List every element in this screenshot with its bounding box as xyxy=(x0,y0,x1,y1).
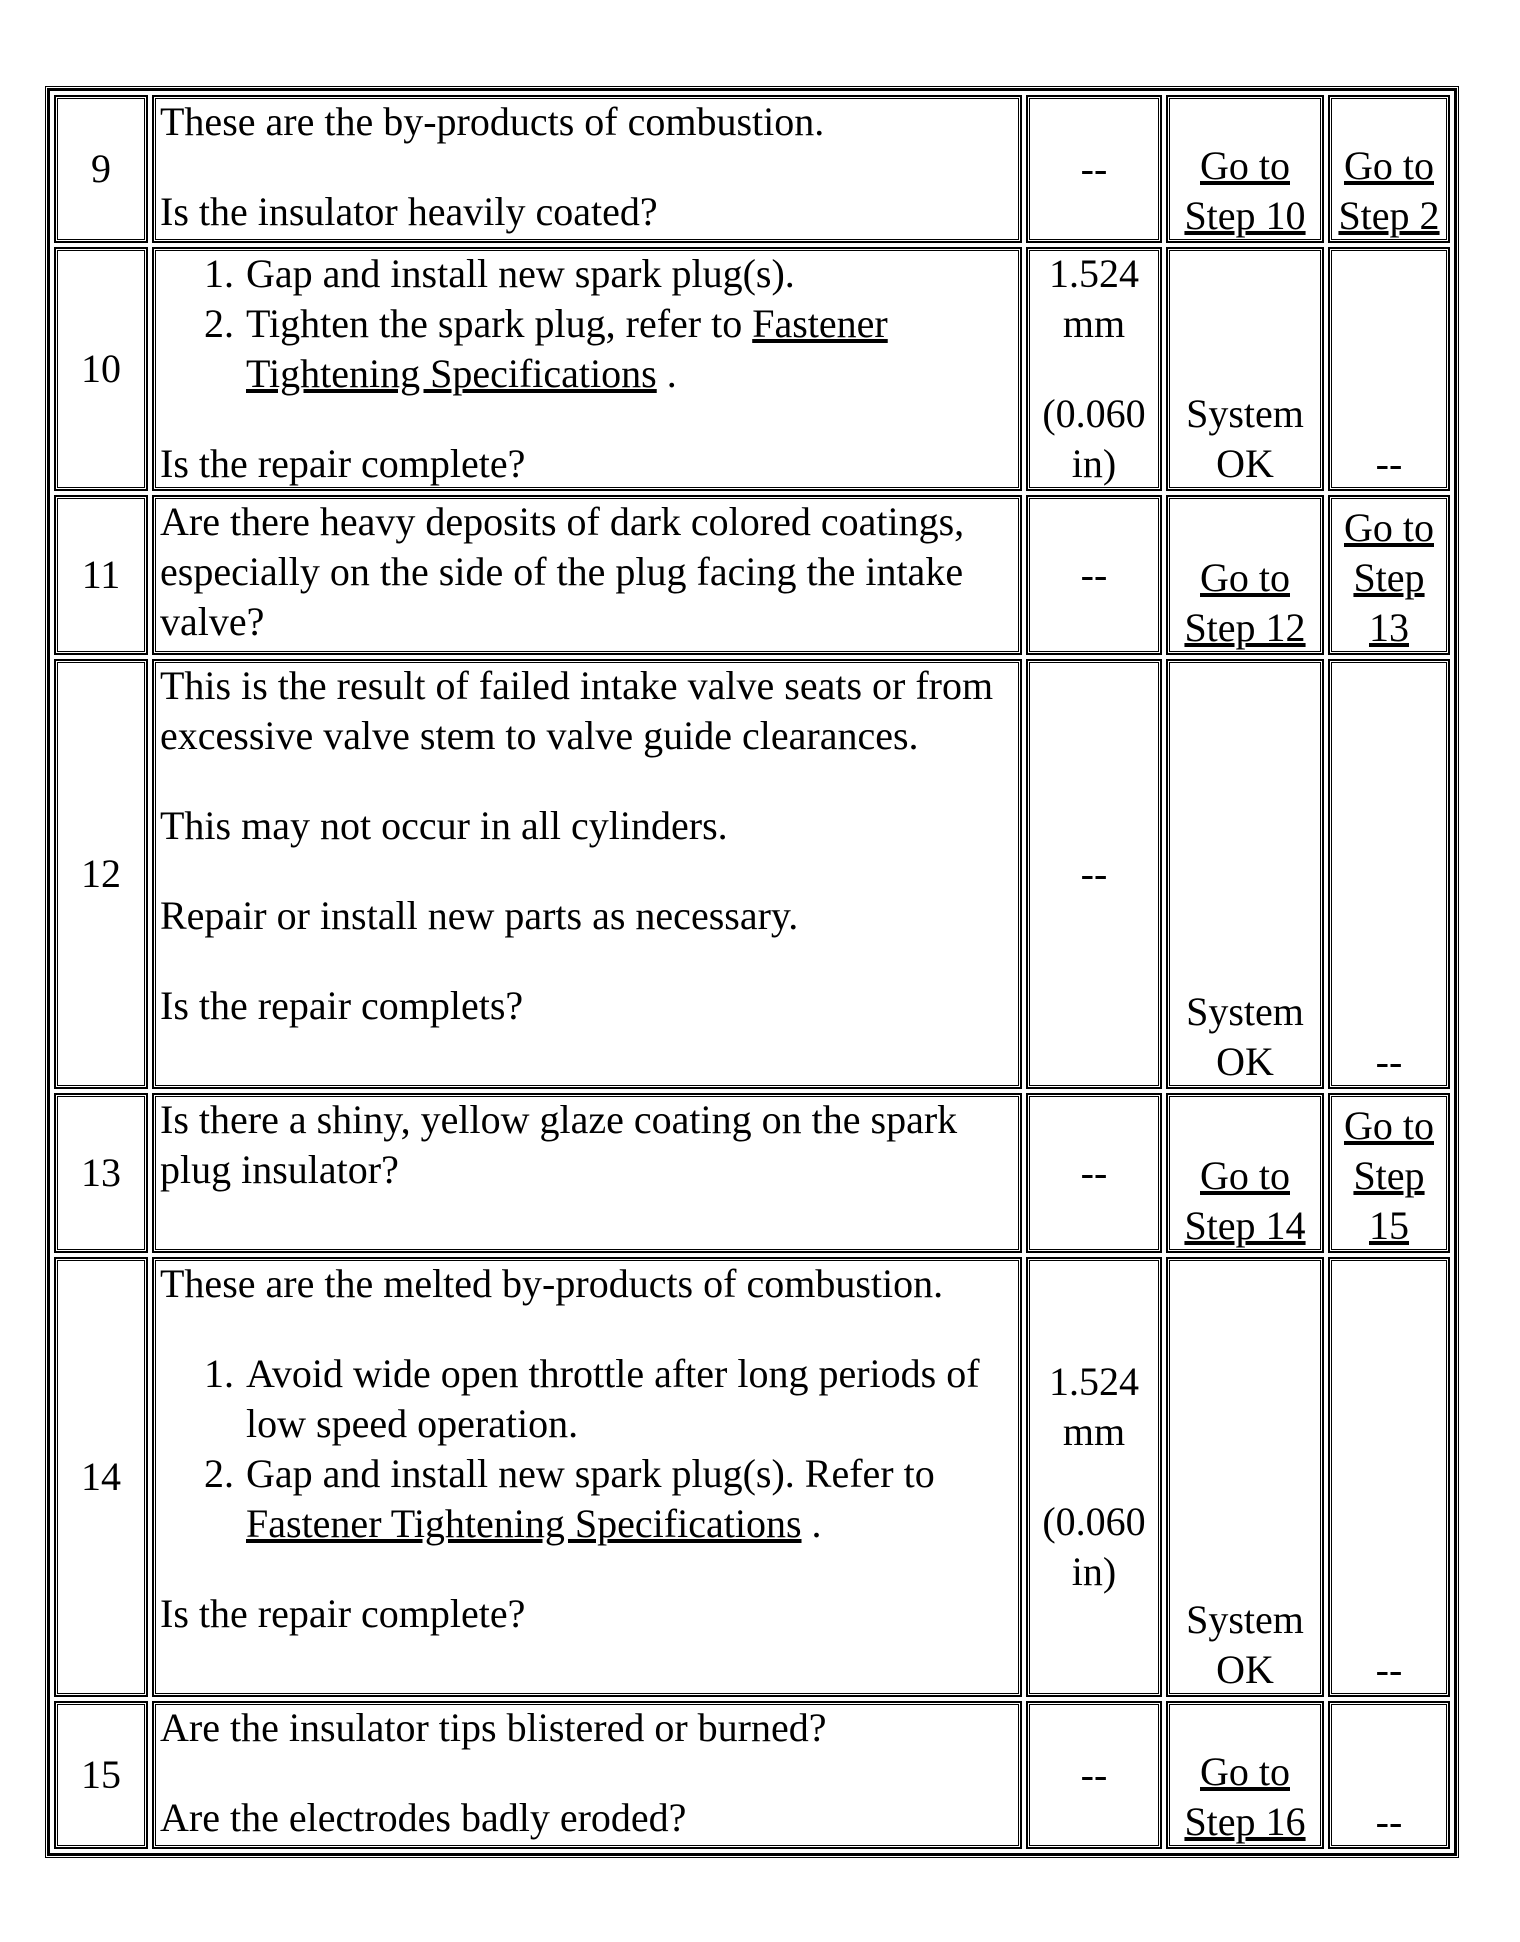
action-text: Repair or install new parts as necessary. xyxy=(160,893,799,938)
yes-cell[interactable] xyxy=(1166,1093,1324,1253)
go-to-step-link[interactable]: Step 14 xyxy=(1184,1203,1306,1248)
go-to-step-link[interactable]: 13 xyxy=(1369,605,1409,650)
table-row xyxy=(54,247,1450,491)
result-text: OK xyxy=(1216,441,1274,486)
value-line: mm xyxy=(1062,1409,1126,1454)
table-row xyxy=(54,1093,1450,1253)
yes-cell[interactable] xyxy=(1166,1701,1324,1849)
table-row xyxy=(54,659,1450,1089)
value-cell: -- xyxy=(1026,1701,1162,1849)
instruction-list xyxy=(160,1349,1016,1549)
value-line: (0.060 xyxy=(1042,1499,1146,1544)
yes-cell xyxy=(1166,247,1324,491)
yes-cell[interactable] xyxy=(1166,495,1324,655)
list-item-text: Gap and install new spark plug(s). Refer to xyxy=(246,1451,935,1496)
result-text: OK xyxy=(1216,1039,1274,1084)
result-text: System xyxy=(1186,1597,1304,1642)
question-text: Are there heavy deposits of dark colored coatings, especially on the side of the plug facing the intake valve? xyxy=(160,499,965,644)
list-item xyxy=(244,299,1016,399)
no-cell: -- xyxy=(1328,247,1450,491)
question-text: Is the insulator heavily coated? xyxy=(160,189,658,234)
question-text: Is the repair complete? xyxy=(160,441,526,486)
question-text: Is there a shiny, yellow glaze coating on the spark plug insulator? xyxy=(160,1097,958,1192)
go-to-step-link[interactable]: Step 2 xyxy=(1338,193,1440,238)
action-cell xyxy=(152,1093,1022,1253)
go-to-step-link[interactable]: Go to xyxy=(1344,143,1434,188)
step-number: 14 xyxy=(54,1257,148,1697)
go-to-step-link[interactable]: Go to xyxy=(1200,1749,1290,1794)
value-line: in) xyxy=(1071,441,1117,486)
value-cell: -- xyxy=(1026,95,1162,243)
result-text: OK xyxy=(1216,1647,1274,1692)
list-item-end: . xyxy=(801,1501,822,1546)
table-row xyxy=(54,1257,1450,1697)
no-cell[interactable] xyxy=(1328,1093,1450,1253)
yes-cell xyxy=(1166,1257,1324,1697)
list-item xyxy=(244,1449,1016,1549)
no-cell: -- xyxy=(1328,1257,1450,1697)
value-line: mm xyxy=(1062,301,1126,346)
question-text: Is the repair complets? xyxy=(160,983,524,1028)
action-cell xyxy=(152,95,1022,243)
step-number: 12 xyxy=(54,659,148,1089)
go-to-step-link[interactable]: Go to xyxy=(1344,1103,1434,1148)
action-text: These are the by-products of combustion. xyxy=(160,99,825,144)
go-to-step-link[interactable]: Go to xyxy=(1200,1153,1290,1198)
fastener-spec-link[interactable]: Fastener Tightening Specifications xyxy=(246,1501,802,1546)
step-number: 13 xyxy=(54,1093,148,1253)
value-cell: -- xyxy=(1026,1093,1162,1253)
value-cell xyxy=(1026,1257,1162,1697)
table-row xyxy=(54,495,1450,655)
action-cell xyxy=(152,495,1022,655)
value-line: 1.524 xyxy=(1049,251,1139,296)
no-cell[interactable] xyxy=(1328,95,1450,243)
instruction-list xyxy=(160,249,1016,399)
diagnostic-table xyxy=(47,88,1457,1856)
list-item: 1. Avoid wide open throttle after long periods of low speed operation. xyxy=(244,1349,1016,1449)
value-line: in) xyxy=(1071,1549,1117,1594)
go-to-step-link[interactable]: Go to xyxy=(1200,143,1290,188)
no-cell[interactable] xyxy=(1328,495,1450,655)
fastener-spec-link[interactable]: Fastener Tightening Specifications xyxy=(246,301,888,396)
step-number: 9 xyxy=(54,95,148,243)
go-to-step-link[interactable]: Step xyxy=(1353,555,1425,600)
go-to-step-link[interactable]: Go to xyxy=(1344,505,1434,550)
list-item: 1. Gap and install new spark plug(s). xyxy=(244,249,1016,299)
list-item-end: . xyxy=(656,351,677,396)
action-text: This may not occur in all cylinders. xyxy=(160,803,728,848)
step-number: 10 xyxy=(54,247,148,491)
question-text: Are the insulator tips blistered or burned? xyxy=(160,1705,827,1750)
action-cell xyxy=(152,1257,1022,1697)
value-cell: -- xyxy=(1026,495,1162,655)
go-to-step-link[interactable]: Go to xyxy=(1200,555,1290,600)
action-cell xyxy=(152,1701,1022,1849)
go-to-step-link[interactable]: Step 10 xyxy=(1184,193,1306,238)
go-to-step-link[interactable]: 15 xyxy=(1369,1203,1409,1248)
go-to-step-link[interactable]: Step xyxy=(1353,1153,1425,1198)
action-text: This is the result of failed intake valve seats or from excessive valve stem to valve guide clearances. xyxy=(160,663,994,758)
value-line: 1.524 xyxy=(1049,1359,1139,1404)
value-cell: -- xyxy=(1026,659,1162,1089)
no-cell: -- xyxy=(1328,1701,1450,1849)
no-cell: -- xyxy=(1328,659,1450,1089)
go-to-step-link[interactable]: Step 16 xyxy=(1184,1799,1306,1844)
step-number: 15 xyxy=(54,1701,148,1849)
list-item-text: Tighten the spark plug, refer to xyxy=(246,301,743,346)
value-line: (0.060 xyxy=(1042,391,1146,436)
step-number: 11 xyxy=(54,495,148,655)
go-to-step-link[interactable]: Step 12 xyxy=(1184,605,1306,650)
table-row xyxy=(54,1701,1450,1849)
action-cell xyxy=(152,247,1022,491)
action-text: These are the melted by-products of combustion. xyxy=(160,1261,944,1306)
action-cell xyxy=(152,659,1022,1089)
value-cell xyxy=(1026,247,1162,491)
result-text: System xyxy=(1186,391,1304,436)
yes-cell[interactable] xyxy=(1166,95,1324,243)
table-row xyxy=(54,95,1450,243)
yes-cell xyxy=(1166,659,1324,1089)
question-text: Are the electrodes badly eroded? xyxy=(160,1795,687,1840)
question-text: Is the repair complete? xyxy=(160,1591,526,1636)
result-text: System xyxy=(1186,989,1304,1034)
